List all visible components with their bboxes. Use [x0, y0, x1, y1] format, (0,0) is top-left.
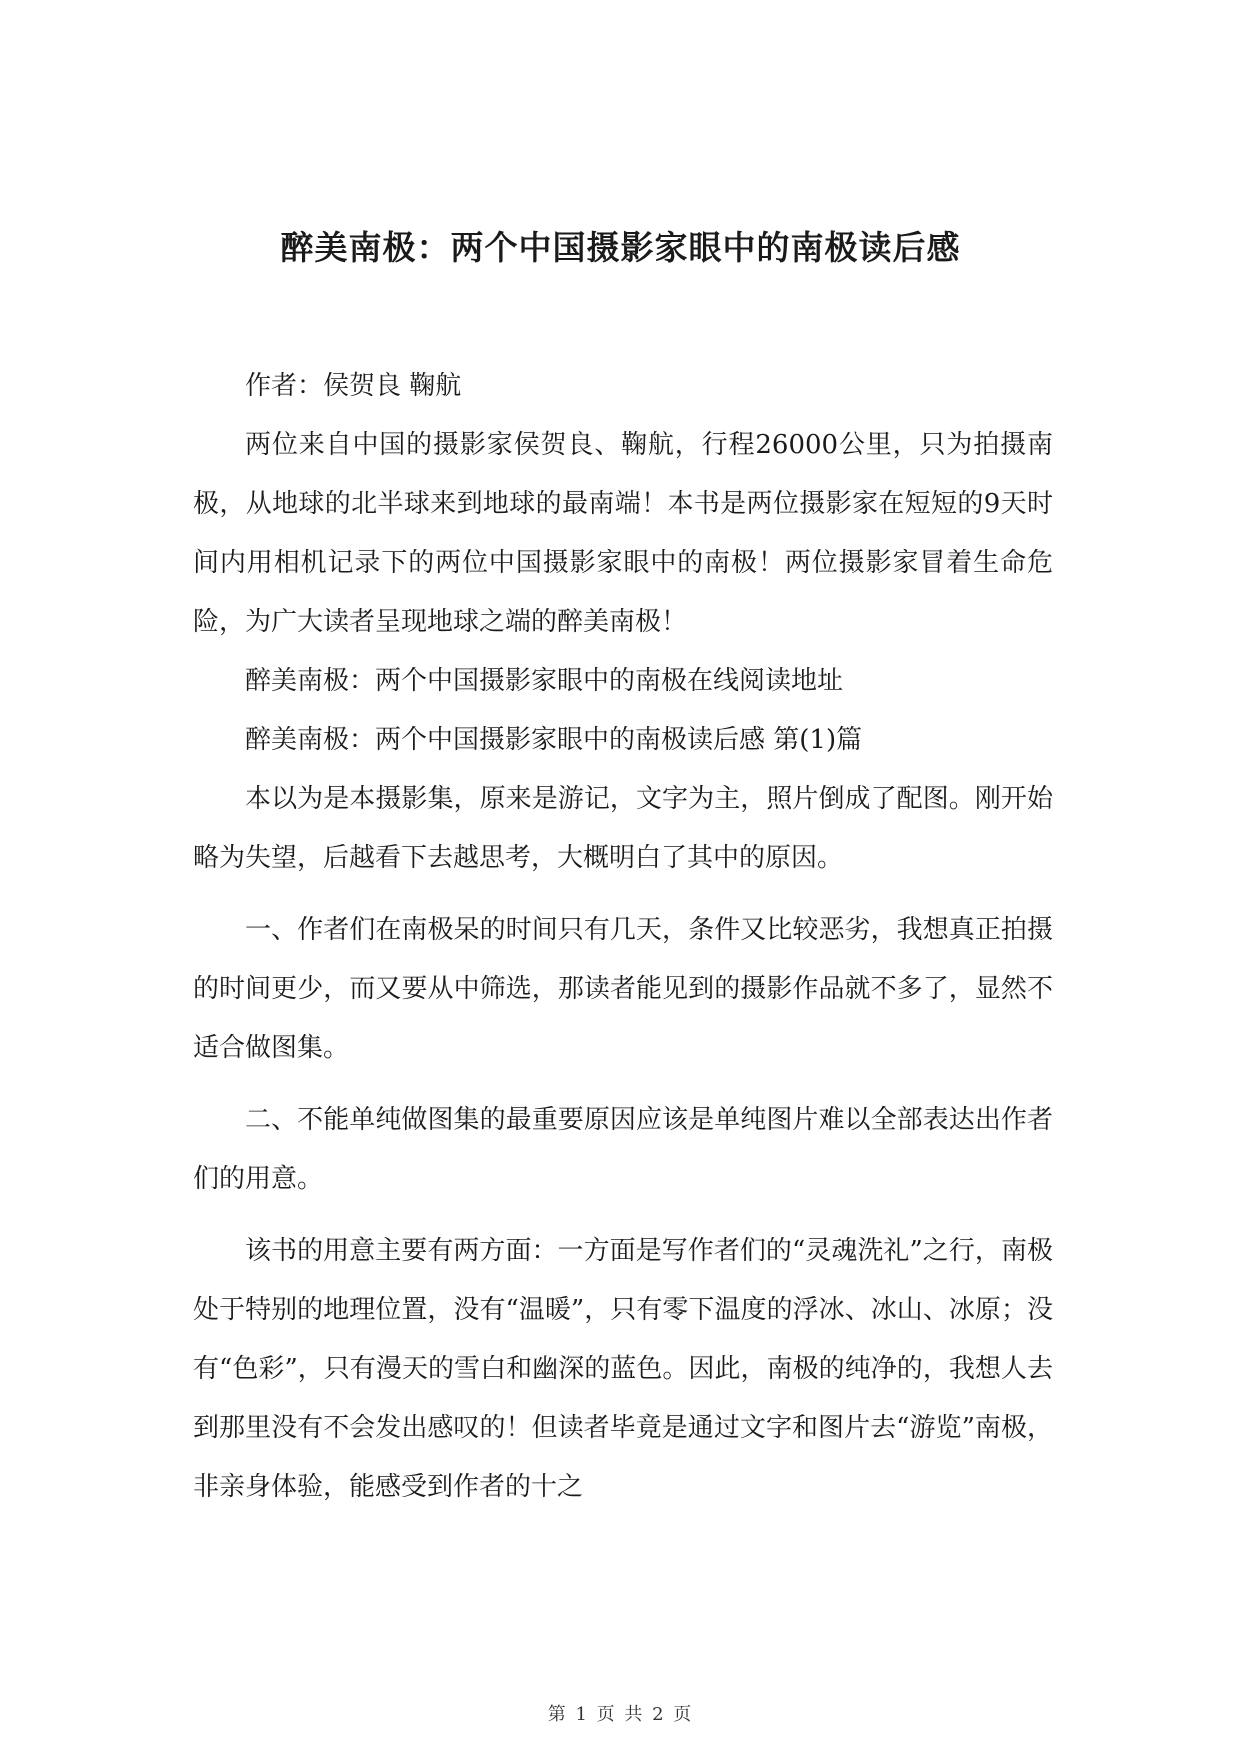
document-title: 醉美南极：两个中国摄影家眼中的南极读后感: [280, 228, 961, 267]
paragraph-review-1: 本以为是本摄影集，原来是游记，文字为主，照片倒成了配图。刚开始略为失望，后越看下去越思考，大概明白了其中的原因。: [193, 784, 1053, 873]
paragraph-review-4: 该书的用意主要有两方面：一方面是写作者们的“灵魂洗礼”之行，南极处于特别的地理位置，没有“温暖”，只有零下温度的浮冰、冰山、冰原；没有“色彩”，只有漫天的雪白和幽深的蓝色。因此，南极的纯净的，我想人去到那里没有不会发出感叹的！但读者毕竟是通过文字和图片去“游览”南极，非亲身体验，能感受到作者的十之: [193, 1236, 1053, 1502]
paragraph-review-2: 一、作者们在南极呆的时间只有几天，条件又比较恶劣，我想真正拍摄的时间更少，而又要从中筛选，那读者能见到的摄影作品就不多了，显然不适合做图集。: [193, 915, 1053, 1063]
paragraph-online-reading: 醉美南极：两个中国摄影家眼中的南极在线阅读地址: [245, 666, 844, 696]
page-number-footer: 第 1 页 共 2 页: [547, 1704, 694, 1725]
document-body: [193, 357, 1053, 1517]
author-line: 作者：侯贺良 鞠航: [245, 371, 462, 401]
paragraph-review-3: 二、不能单纯做图集的最重要原因应该是单纯图片难以全部表达出作者们的用意。: [193, 1105, 1053, 1194]
paragraph-intro: 两位来自中国的摄影家侯贺良、鞠航，行程26000公里，只为拍摄南极，从地球的北半球来到地球的最南端！本书是两位摄影家在短短的9天时间内用相机记录下的两位中国摄影家眼中的南极！两位摄影家冒着生命危险，为广大读者呈现地球之端的醉美南极！: [193, 430, 1053, 637]
paragraph-section-heading: 醉美南极：两个中国摄影家眼中的南极读后感 第(1)篇: [245, 725, 863, 755]
